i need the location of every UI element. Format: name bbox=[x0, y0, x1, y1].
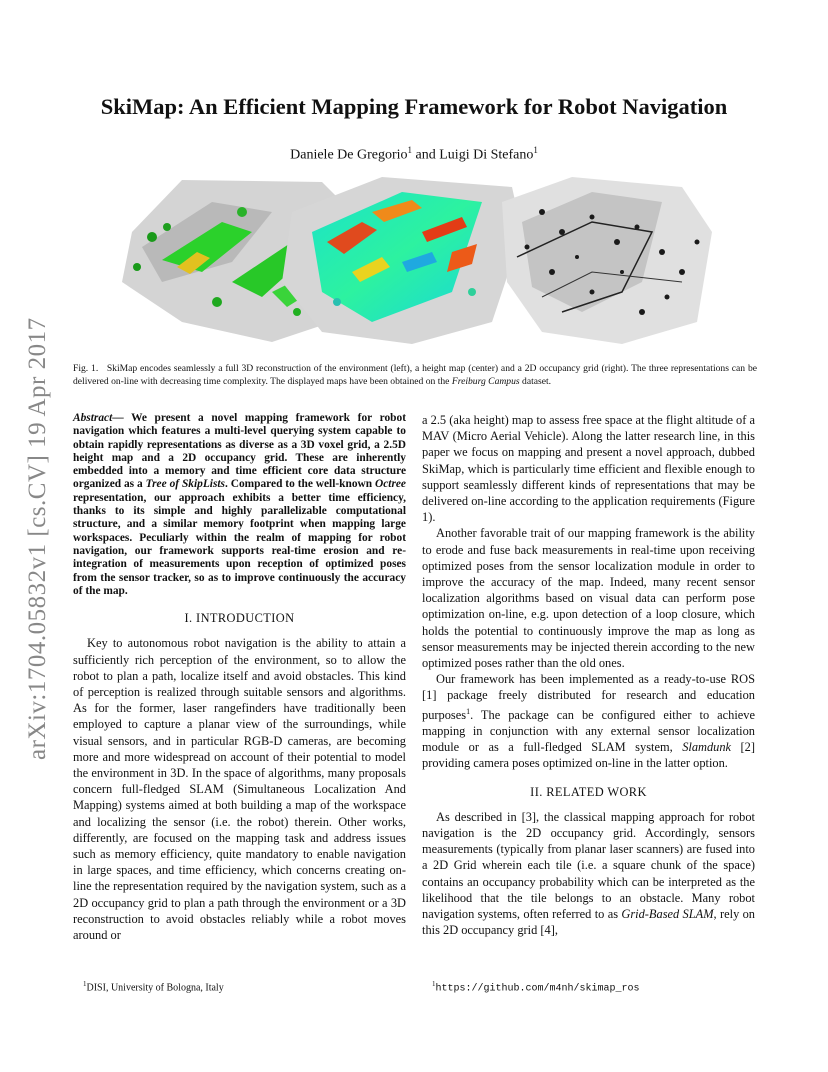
abstract-tree: Tree of SkipLists bbox=[145, 478, 225, 491]
caption-end: dataset. bbox=[519, 376, 552, 387]
footnote-affil-mark: 1 bbox=[83, 980, 87, 988]
related-p1-a: As described in [3], the classical mapping approach for robot navigation is the 2D occupancy grid. Accordingly, sensors measurements (typically from planar laser scanners) are fused into a 2D Grid wherein each tile (i.e. a square chunk of the space) contains an occupancy probability which can be interpreted as the likelihood that the tile belongs to an obstacle. Many robot navigation systems, often referred to as bbox=[422, 809, 755, 922]
left-column bbox=[73, 412, 406, 943]
right-column bbox=[422, 412, 755, 938]
intro-paragraph-1: Key to autonomous robot navigation is the ability to attain a sufficiently rich perception of the environment, so to allow the robot to plan a path, localize itself and avoid obstacles. This kind of perception is realized through suitable sensors and algorithms. As for the former, laser rangefinders have traditionally been employed to capture a planar view of the surroundings, while visual sensors, and in particular RGB-D cameras, are becoming more and more widespread on account of their potential to model the environment in 3D. In the space of algorithms, many proposals concern full-fledged SLAM (Simultaneous Localization And Mapping) systems aimed at both building a map of the workspace and localizing the sensor (i.e. the robot) therein. Other works, differently, are focused on the mapping task and address issues such as memory efficiency, quite mandatory to enable navigation in large spaces, and time efficiency, which concerns creating on-line the representation required by the navigation system, such as a 2D occupancy grid to plan a path through the environment or a 3D reconstruction to avoid obstacles reliably while a robot moves around or bbox=[73, 636, 406, 943]
related-p1-b: , rely on this 2D occupancy grid [4], bbox=[422, 907, 756, 938]
abstract-text-3: representation, our approach exhibits a better time efficiency, thanks to its simple and highly parallelizable computational structure, and a similar memory footprint when mapping large workspaces. Peculiarly within the realm of mapping for robot navigation, our framework supports real-time erosion and re-integration of measurements upon reception of optimized poses from the sensor tracker, so as to improve continuously the accuracy of the map. bbox=[73, 491, 406, 597]
author-2-affil: 1 bbox=[533, 145, 538, 155]
figure-1-maps bbox=[122, 172, 712, 347]
occupancy-grid bbox=[502, 177, 712, 344]
caption-text: SkiMap encodes seamlessly a full 3D reconstruction of the environment (left), a height map (center) and a 2D occupancy grid (right). The three representations can be delivered on-line with decreasing time complexity. The displayed maps have been obtained on the bbox=[73, 363, 757, 387]
footnote-affiliation bbox=[83, 980, 224, 993]
abstract-text-1: — We present a novel mapping framework for robot navigation which features a multi-level querying system capable to obtain rapidly representations as diverse as a 3D voxel grid, a 2.5D height map and a 2D occupancy grid. These are inherently embedded into a memory and time efficient core data structure organized as a bbox=[73, 412, 406, 491]
caption-dataset: Freiburg Campus bbox=[451, 376, 520, 387]
intro-paragraph-2: Another favorable trait of our mapping framework is the ability to erode and fuse back measurements in real-time upon receiving optimized poses from the sensor localization module in order to improve the accuracy of the map. Indeed, many recent sensor localization algorithms based on visual data can perform pose optimization on-line, e.g. upon detection of a loop closure, which holds the potential to continuously improve the map as long as sensor measurements may be injected therein according to the new optimized poses rather than the old ones. bbox=[422, 526, 755, 671]
paper-title: SkiMap: An Efficient Mapping Framework for Robot Navigation bbox=[100, 94, 728, 119]
intro-paragraph-1-cont: a 2.5 (aka height) map to assess free space at the flight altitude of a MAV (Micro Aerial Vehicle). Along the latter research line, in this paper we focus on mapping and present a novel approach, dubbed SkiMap, which is particularly time efficient and flexible enough to support seamlessly different kinds of representations that may be delivered on-line according to the application requirements (Figure 1). bbox=[422, 413, 755, 525]
intro-p3-a: Our framework has been implemented as a ready-to-use ROS [1] package freely distributed for research and education purposes bbox=[422, 672, 755, 722]
footnote-affil-text: DISI, University of Bologna, Italy bbox=[86, 982, 224, 994]
abstract-lead: Abstract bbox=[73, 412, 113, 424]
related-grid-slam: Grid-Based SLAM bbox=[621, 907, 714, 922]
section-heading-intro: I. INTRODUCTION bbox=[184, 611, 295, 626]
author-1: Daniele De Gregorio bbox=[290, 147, 408, 163]
authors bbox=[0, 145, 828, 164]
intro-slamdunk: Slamdunk bbox=[682, 740, 732, 755]
authors-and: and bbox=[412, 147, 440, 163]
abstract-text-2: . Compared to the well-known bbox=[225, 478, 375, 491]
height-map bbox=[282, 177, 522, 344]
author-1-affil: 1 bbox=[407, 145, 413, 155]
intro-p3-b: . The package can be configured either to achieve mapping in conjunction with any external sensor localization module or as a full-fledged SLAM system, bbox=[422, 707, 755, 755]
footnote-url-text[interactable]: https://github.com/m4nh/skimap_ros bbox=[435, 983, 640, 995]
footnote-marker: 1 bbox=[466, 706, 471, 716]
figure-caption bbox=[73, 362, 757, 388]
arxiv-stamp: arXiv:1704.05832v1 [cs.CV] 19 Apr 2017 bbox=[24, 317, 51, 760]
footnote-url-mark: 1 bbox=[432, 980, 436, 988]
abstract-octree: Octree bbox=[375, 478, 406, 491]
related-paragraph-1 bbox=[422, 809, 755, 939]
intro-p3-c: [2] providing camera poses optimized on-line in the latter option. bbox=[422, 740, 756, 771]
section-heading-related: II. RELATED WORK bbox=[530, 784, 647, 799]
author-2: Luigi Di Stefano bbox=[439, 147, 534, 163]
caption-label: Fig. 1. bbox=[73, 363, 99, 374]
intro-paragraph-3 bbox=[422, 671, 755, 771]
abstract bbox=[73, 412, 406, 598]
footnote-url bbox=[432, 980, 640, 994]
